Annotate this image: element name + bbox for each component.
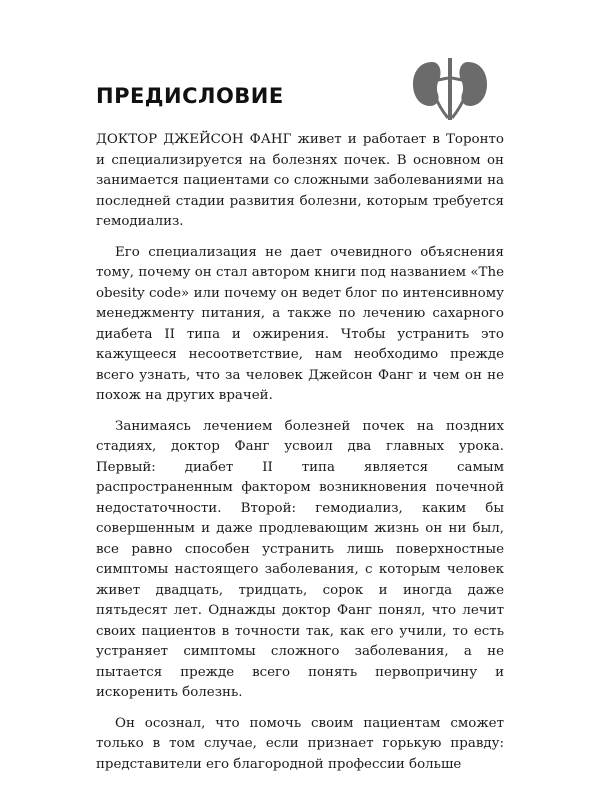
paragraph: Занимаясь лечением болезней почек на поздних стадиях, доктор Фанг усвоил два главных урока. Первый: диабет II типа является самым распространенным фактором возникновения почечной недостаточности. Второй: гемодиализ, каким бы совершенным и даже продлевающим жизнь он ни был, все равно способен устранить лишь поверхностные симптомы настоящего заболевания, с которым человек живет двадцать, тридцать, сорок и иногда даже пятьдесят лет. Однажды доктор Фанг понял, что лечит своих пациентов в точности так, как его учили, то есть устраняет симптомы сложного заболевания, а не пытается прежде всего понять первопричину и искоренить болезнь. [96,418,504,700]
chapter-title: ПРЕДИСЛОВИЕ [96,84,284,108]
paragraph: ДОКТОР ДЖЕЙСОН ФАНГ живет и работает в Торонто и специализируется на болезнях почек. В основном он занимается пациентами со сложными заболеваниями на последней стадии развития болезни, которым требуется гемодиализ. [96,132,504,229]
paragraph: Его специализация не дает очевидного объяснения тому, почему он стал автором книги под названием «The obesity code» или почему он ведет блог по интенсивному менеджменту питания, а также по лечению сахарного диабета II типа и ожирения. Чтобы устранить это кажущееся несоответствие, нам необходимо прежде всего узнать, что за человек Джейсон Фанг и чем он не похож на других врачей. [96,244,504,403]
chapter-header [96,84,504,124]
chapter-body [96,130,504,785]
paragraph: Он осознал, что помочь своим пациентам сможет только в том случае, если признает горькую правду: представители его благородной профессии больше [96,715,504,772]
kidneys-icon [410,56,490,122]
